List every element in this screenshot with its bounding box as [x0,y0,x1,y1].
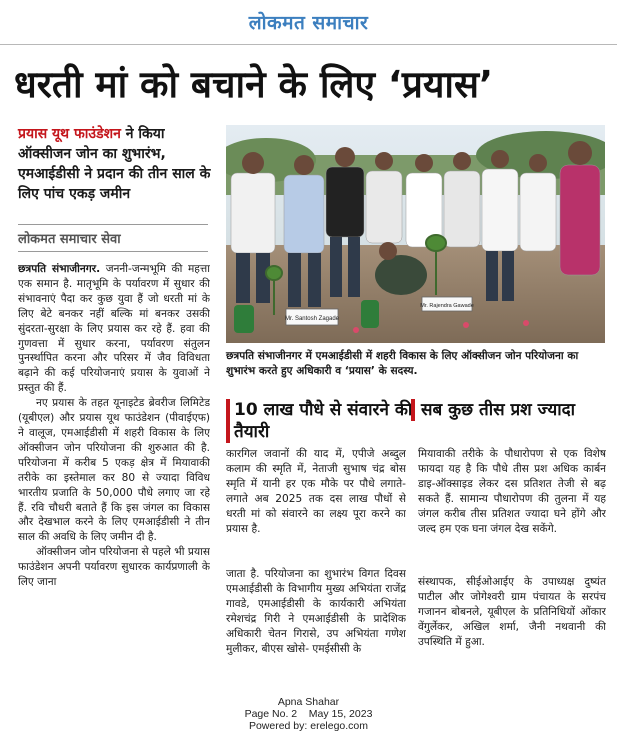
section-a-body [226,447,406,557]
paragraph-1-text: जननी-जन्मभूमि की महत्ता एक समान है. मातृभूमि के पर्यावरण में सुधार की संभावनाएं पैदा कर कुछ युवा हैं जो धरती मां के लिए बेटे बनकर नहीं बल्कि मां बनकर उसकी सुंदरता-सुरक्षा के लिए प्रयास कर रहे हैं. हवा की गुणवत्ता में सुधार करना, पर्यावरण संतुलन पुनर्स्थापित करना और परिसर में जैव विविधता बढ़ाने की कई परियोजनाएं प्रयास के युवाओं ने प्रस्तुत की हैं. [18,263,210,395]
section-b-body [418,447,606,565]
section-a-paragraph-2: जाता है. परियोजना का शुभारंभ विगत दिवस एमआईडीसी के विभागीय मुख्य अभियंता राजेंद्र गावडे, एमआईडीसी के कार्यकारी अभियंता रमेशचंद्र गिरी ने एमआईडीसी के प्रादेशिक अधिकारी चेतन गिरासे, उप अभियंता गणेश मुलीकर, बीएस खोसे- एमईसीसी के [226,568,406,655]
section-a-paragraph-1: कारगिल जवानों की याद में, एपीजे अब्दुल कलाम की स्मृति में, नेताजी सुभाष चंद्र बोस स्मृति में यानी हर एक मौके पर पौधे लगाते-लगाते अब 2025 तक दस लाख पौधों से धरती मां को संवारने का लक्ष्य पूरा करने का प्रयास है. [226,448,406,535]
newspaper-title: लोकमत समाचार [248,12,369,34]
subheadline-text: ने किया ऑक्सीजन जोन का शुभारंभ, एमआईडीसी ने प्रदान की तीन साल के लिए पांच एकड़ जमीन [18,126,211,202]
section-b-paragraph-1: मियावाकी तरीके के पौधारोपण से एक विशेष फायदा यह है कि पौधे तीस प्रश अधिक कार्बन डाइ-ऑक्साइड लेकर दस प्रतिशत तेजी से बढ़ सकते हैं. सामान्य पौधारोपण की तुलना में यह जंगल करीब तीस प्रतिशत ज्यादा घने होंगे और जल्द हम एक घना जंगल देख सकेंगे. [418,448,606,535]
section-b-heading: सब कुछ तीस प्रश ज्यादा [411,399,611,421]
subheadline [18,124,213,204]
section-a-continuation [226,567,406,683]
subheadline-accent: प्रयास यूथ फाउंडेशन [18,126,121,142]
paragraph-1 [18,262,210,396]
photo-caption: छत्रपति संभाजीनगर में एमआईडीसी में शहरी विकास के लिए ऑक्सीजन जोन परियोजना का शुभारंभ करते हुए अधिकारी व ‘प्रयास’ के सदस्य. [226,350,579,377]
name-board-left-text: Mr. Santosh Zagade [284,316,340,322]
footer-page-date: Page No. 2 May 15, 2023 [244,708,373,720]
name-board-right-text: Mr. Rajendra Gawade [420,303,474,309]
dateline: छत्रपति संभाजीनगर. [18,263,101,275]
paragraph-3: ऑक्सीजन जोन परियोजना से पहले भी प्रयास फाउंडेशन अपनी पर्यावरण सुधारक कार्यप्रणाली के लिए जाना [18,546,210,589]
section-b-continuation [418,575,606,683]
footer-section: Apna Shahar [277,696,340,708]
masthead [0,0,617,45]
footer-powered-by: Powered by: erelego.com [248,720,369,732]
paragraph-2: नए प्रयास के तहत यूनाइटेड ब्रेवरीज लिमिटेड (यूबीएल) और प्रयास यूथ फाउंडेशन (पीवाईएफ) ने वालूज, एमआईडीसी में शहरी विकास के लिए ऑक्सीजन जोन परियोजना की शुरुआत की है. परियोजना में करीब 5 एकड़ क्षेत्र में मियावाकी तरीके का इस्तेमाल कर 80 से ज्यादा विविध भारतीय प्रजाति के 50,000 पौधे लगाए जा रहे हैं. रवि चौधरी बताते हैं कि इस जंगल का विकास और देखभाल करने के लिए एमआईडीसी ने तीन साल की अवधि के लिए जमीन दी है. [18,397,210,544]
section-b-paragraph-2: संस्थापक, सीईओआईए के उपाध्यक्ष दुष्यंत पाटील और जोगेश्वरी ग्राम पंचायत के सरपंच गजानन बोबनले, यूबीएल के प्रतिनिधियों ओंकार वेंगुर्लेकर, अखिल शर्मा, जैनी नथवानी की उपस्थिति में हुआ. [418,576,606,648]
section-a-heading: 10 लाख पौधे से संवारने की तैयारी [226,399,414,443]
news-photo [226,125,605,343]
article-left-column [18,262,210,682]
byline: लोकमत समाचार सेवा [18,224,208,252]
headline: धरती मां को बचाने के लिए ‘प्रयास’ [14,63,494,106]
page-footer [0,696,617,732]
